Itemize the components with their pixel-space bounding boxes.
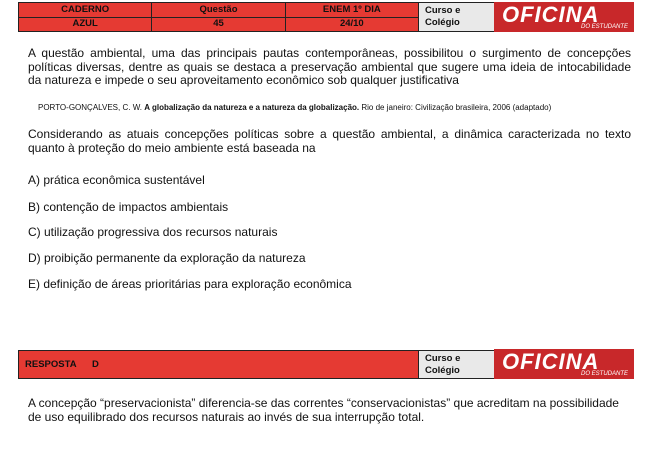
logo-subtitle: DO ESTUDANTE [580,24,628,30]
reference-publisher: Rio de janeiro: Civilização brasileira, 2006 (adaptado) [361,103,552,112]
option-b[interactable]: B) contenção de impactos ambientais [28,200,229,214]
intro-text: A questão ambiental, uma das principais pautas contemporâneas, possibilitou o surgimento de concepções políticas diversas, dentre as quais se destaca a preservação ambiental que sugere uma ideia de intocabilidade da natureza e impede o seu aproveitamento econômico sob qualquer justificativa [28,46,631,87]
header-label-enem: ENEM 1º DIA [285,3,418,18]
header-value-questao: 45 [152,17,285,32]
exam-header [18,2,496,32]
header-curso [419,3,496,32]
option-a[interactable]: A) prática econômica sustentável [28,173,205,187]
answer-value: D [92,359,99,370]
oficina-logo [494,2,634,32]
logo-word: OFICINA [502,2,600,27]
answer-curso [419,351,496,379]
curso-line-2: Colégio [425,17,460,28]
answer [19,351,419,379]
curso-line-1: Curso e [425,5,461,16]
answer-label: RESPOSTA [25,359,77,370]
header-value-date: 24/10 [285,17,418,32]
header-label-questao: Questão [152,3,285,18]
logo-word-bottom: OFICINA [502,349,600,374]
question-text: Considerando as atuais concepções políticas sobre a questão ambiental, a dinâmica caracterizada no texto quanto à proteção do meio ambiente está baseada na [28,127,631,155]
option-e[interactable]: E) definição de áreas prioritárias para exploração econômica [28,277,352,291]
answer-bar [18,350,496,379]
reference-author: PORTO-GONÇALVES, C. W. [38,103,143,112]
header-value-caderno: AZUL [19,17,152,32]
option-d[interactable]: D) proibição permanente da exploração da natureza [28,251,306,265]
oficina-logo-bottom [494,349,634,379]
explanation-text: A concepção “preservacionista” diferencia-se das correntes “conservacionistas” que acreditam na possibilidade de uso equilibrado dos recursos naturais ao invés de sua interrupção total. [28,396,619,424]
answer-curso-line-2: Colégio [425,364,460,376]
option-c[interactable]: C) utilização progressiva dos recursos naturais [28,225,278,239]
logo-subtitle-bottom: DO ESTUDANTE [580,371,628,377]
header-label-caderno: CADERNO [19,3,152,18]
reference-title: A globalização da natureza e a natureza da globalização. [144,103,360,112]
reference [38,103,551,112]
answer-curso-line-1: Curso e [425,352,461,364]
